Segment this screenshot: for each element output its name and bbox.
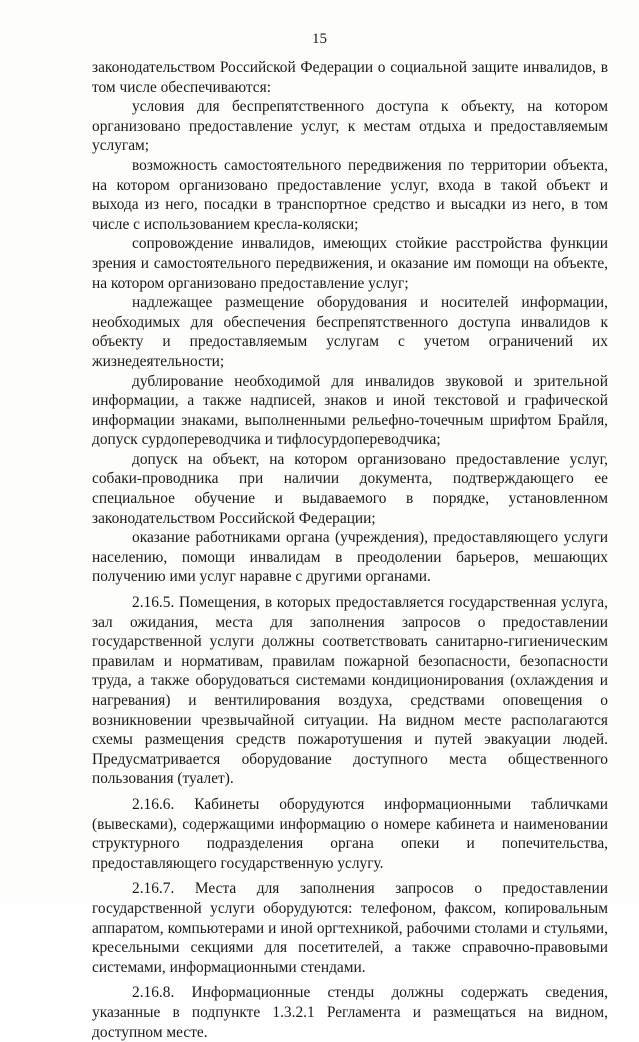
list-item-information-duplication: дублирование необходимой для инвалидов звуковой и зрительной информации, а также надписей, знаков и иной текстовой и графической информации знаками, выполненными рельефно-точечным шрифтом Брайля, допуск сурдопереводчика и тифлосурдопереводчика;: [92, 372, 608, 449]
list-item-movement: возможность самостоятельного передвижения по территории объекта, на котором организовано предоставление услуг, входа в такой объект и выхода из него, посадки в транспортное средство и высадки из него, в том числе с использованием кресла-коляски;: [92, 156, 608, 233]
page-number: 15: [312, 31, 327, 47]
page-body: [92, 58, 608, 1042]
list-item-equipment-placement: надлежащее размещение оборудования и носителей информации, необходимых для обеспечения беспрепятственного доступа инвалидов к объекту и предоставляемым услугам с учетом ограничений их жизнедеятельности;: [92, 294, 608, 370]
section-2-16-6: 2.16.6. Кабинеты оборудуются информационными табличками (вывесками), содержащими информацию о номере кабинета и наименовании структурного подразделения органа опеки и попечительства, предоставляющего государственную услугу.: [92, 795, 608, 872]
list-item-access-conditions: условия для беспрепятственного доступа к объекту, на котором организовано предоставление услуг, к местам отдыха и предоставляемым услугам;: [92, 98, 608, 155]
list-item-escort: сопровождение инвалидов, имеющих стойкие расстройства функции зрения и самостоятельного передвижения, и оказание им помощи на объекте, на котором организовано предоставление услуг;: [92, 235, 608, 292]
list-item-guide-dog: допуск на объект, на котором организовано предоставление услуг, собаки-проводника при наличии документа, подтверждающего ее специальное обучение и выдаваемого в порядке, установленном законодательством Российской Федерации;: [92, 450, 608, 527]
section-2-16-5: 2.16.5. Помещения, в которых предоставляется государственная услуга, зал ожидания, места для заполнения запросов о предоставлении государственной услуги должны соответствовать санитарно-гигиеническим правилам и нормативам, правилам пожарной безопасности, безопасности труда, а также оборудоваться системами кондиционирования (охлаждения и нагревания) и вентилирования воздуха, средствами оповещения о возникновении чрезвычайной ситуации. На видном месте располагаются схемы размещения средств пожаротушения и путей эвакуации людей. Предусматривается оборудование доступного места общественного пользования (туалет).: [92, 594, 608, 788]
paragraph-intro: законодательством Российской Федерации о социальной защите инвалидов, в том числе обеспечиваются:: [92, 59, 608, 96]
section-2-16-8: 2.16.8. Информационные стенды должны содержать сведения, указанные в подпункте 1.3.2.1 Регламента и размещаться на видном, доступном месте.: [92, 984, 608, 1041]
list-item-staff-assistance: оказание работниками органа (учреждения), предоставляющего услуги населению, помощи инвалидам в преодолении барьеров, мешающих получению ими услуг наравне с другими органами.: [92, 529, 608, 586]
section-2-16-7: 2.16.7. Места для заполнения запросов о предоставлении государственной услуги оборудуются: телефоном, факсом, копировальным аппаратом, компьютерами и иной оргтехникой, рабочими столами и стульями, кресельными секциями для посетителей, а также справочно-правовыми системами, информационными стендами.: [92, 880, 608, 976]
